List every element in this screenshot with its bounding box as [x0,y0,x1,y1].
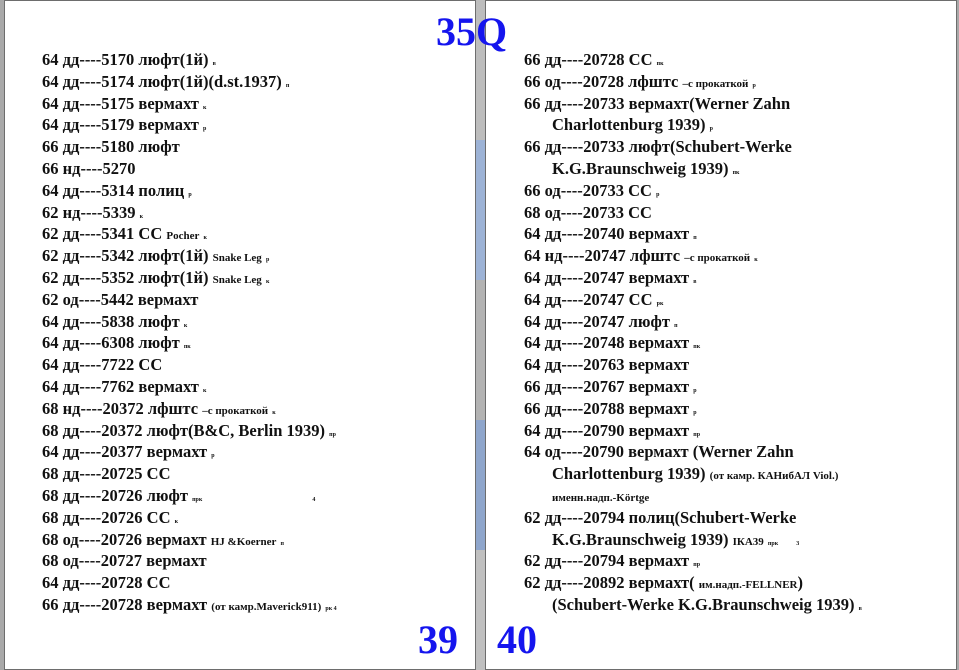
entry-mark: в [858,606,862,612]
entry-mark: р [752,82,756,89]
entry-text: 62 дд----20892 вермахт( [524,573,695,593]
entry-text: 64 дд----20747 СС [524,289,653,309]
entry-text: 68 нд----20372 лфштс [42,398,199,418]
entry-text: 64 дд----5314 полиц [42,180,185,200]
entry-text: 64 дд----20748 вермахт [524,333,690,353]
entry-mark: к [203,235,207,242]
entry-text: 64 дд----5838 люфт [42,311,180,331]
entry-text: 62 од----5442 вермахт [42,289,199,309]
entry-mark: пк [656,61,664,67]
left-line [42,136,180,157]
entry-note: именн.надп.-Körtge [552,492,650,504]
entry-text: 66 дд----20788 вермахт [524,398,690,418]
entry-mark: р [709,126,714,133]
entry-text: 64 дд----20377 вермахт [42,442,208,462]
entry-text: 62 дд----20794 полиц(Schubert-Werke [524,507,797,527]
entry-mark: пр [693,562,701,569]
entry-note: (от камр. КАНибАЛ Viol.) [709,470,839,483]
right-line [524,507,796,528]
entry-margin-note: 3 [796,540,800,547]
entry-note: Pocher [166,230,200,243]
entry-note: –с прокаткой [202,404,269,417]
entry-mark: пк [183,344,191,351]
entry-mark: р [203,126,207,133]
entry-mark: пр [693,431,701,438]
entry-text: 64 дд----7722 СС [42,355,163,375]
entry-text: 66 дд----20728 вермахт [42,595,208,614]
entry-mark: р [211,453,215,460]
entry-text: 64 дд----6308 люфт [42,333,180,353]
right-line [524,202,652,223]
entry-text: 66 нд----5270 [42,159,136,178]
entry-mark: п [693,235,697,242]
right-line [552,463,838,487]
entry-note: Snake Leg [212,274,262,286]
entry-text: 68 дд----20725 СС [42,464,171,484]
entry-text: 68 дд----20726 СС [42,507,171,527]
entry-note: IКА39 [732,535,764,548]
left-line [42,354,162,375]
entry-margin-note: 4 [312,497,316,503]
left-line [42,594,337,620]
left-line [42,550,207,571]
right-line [524,354,689,375]
entry-mark: п [280,540,284,547]
entry-text: 64 дд----20790 вермахт [524,420,690,440]
entry-text: 64 дд----5174 люфт(1й)(d.st.1937) [42,71,282,91]
entry-text: 64 дд----20728 СС [42,573,171,593]
entry-mark: в [212,61,216,67]
entry-mark: р [693,409,697,416]
entry-tail: ) [797,573,803,593]
left-line [42,572,171,593]
entry-note: Snake Leg [212,252,262,265]
entry-text: Charlottenburg 1939) [552,115,706,135]
entry-mark: прк [192,497,203,503]
entry-text: 68 од----20726 вермахт [42,529,207,549]
right-line [524,93,790,114]
entry-text: 62 дд----5341 СС [42,224,163,244]
entry-text: 66 дд----20733 вермахт(Werner Zahn [524,93,791,113]
entry-note: –с прокаткой [682,77,749,90]
left-line [42,463,171,484]
entry-text: 64 дд----20763 вермахт [524,355,690,375]
entry-mark: р [693,388,697,394]
entry-note: HJ &Koerner [210,535,277,548]
entry-text: 64 дд----7762 вермахт [42,377,199,396]
entry-text: 68 од----20727 вермахт [42,551,207,571]
header-code: 35Q [436,9,508,54]
entry-text: 66 дд----20733 люфт(Schubert-Werke [524,137,792,157]
entry-text: 64 дд----20747 люфт [524,311,670,331]
right-line [552,485,649,509]
right-page [485,0,957,670]
entry-mark: рк 4 [325,606,337,612]
entry-text: (Schubert-Werke K.G.Braunschweig 1939) [552,595,855,614]
entry-text: 64 дд----20747 вермахт [524,268,690,287]
entry-mark: к [754,257,758,264]
entry-mark: пк [732,170,740,176]
entry-note: (от камр.Maverick911) [211,601,322,613]
entry-mark: к [174,518,179,525]
entry-mark: рк [656,300,664,307]
entry-text: 66 дд----20728 СС [524,50,653,69]
entry-text: 66 дд----5180 люфт [42,137,180,157]
entry-mark: р [188,191,192,198]
entry-text: K.G.Braunschweig 1939) [552,529,729,549]
entry-text: 68 дд----20372 люфт(B&C, Berlin 1939) [42,420,325,440]
entry-note: им.надп.-FELLNER [698,579,798,592]
page-gutter [476,0,485,670]
entry-mark: пк [693,344,701,351]
entry-mark: в [693,279,697,285]
entry-mark: р [265,257,270,264]
entry-text: 62 дд----5342 люфт(1й) [42,246,209,266]
entry-text: 62 дд----20794 вермахт [524,551,690,571]
entry-text: 68 дд----20726 люфт [42,486,188,505]
left-page [4,0,476,670]
entry-note: –с прокаткой [684,252,751,265]
entry-mark: к [265,279,270,285]
entry-text: Charlottenburg 1939) [552,464,706,484]
right-line [524,572,803,596]
entry-text: 68 од----20733 СС [524,202,652,222]
entry-mark: прк [767,540,779,547]
entry-text: 64 дд----5175 вермахт [42,93,199,113]
entry-mark: к [272,409,276,416]
entry-mark: к [203,388,207,394]
entry-text: 66 од----20733 СС [524,180,652,200]
page-number-right: 40 [497,617,537,662]
entry-text: 62 дд----5352 люфт(1й) [42,268,209,287]
entry-text: 64 од----20790 вермахт (Werner Zahn [524,442,794,462]
page-number-left: 39 [418,617,458,662]
entry-mark: пр [329,431,336,438]
entry-text: 64 дд----20740 вермахт [524,224,690,244]
entry-text: K.G.Braunschweig 1939) [552,159,729,178]
left-line [42,289,198,310]
entry-mark: к [203,104,207,111]
entry-text: 62 нд----5339 [42,202,136,222]
entry-mark: к [139,213,144,220]
entry-mark: р [656,191,660,198]
right-line [524,136,792,157]
entry-text: 64 дд----5179 вермахт [42,115,199,135]
entry-mark: п [674,322,678,329]
right-line [524,441,794,462]
entry-mark: к [183,322,188,329]
left-line [42,158,135,179]
entry-text: 66 од----20728 лфштс [524,71,679,91]
entry-mark: п [285,82,290,89]
entry-text: 64 дд----5170 люфт(1й) [42,50,209,69]
right-line [552,594,862,620]
entry-text: 64 нд----20747 лфштс [524,246,681,266]
entry-text: 66 дд----20767 вермахт [524,377,690,396]
